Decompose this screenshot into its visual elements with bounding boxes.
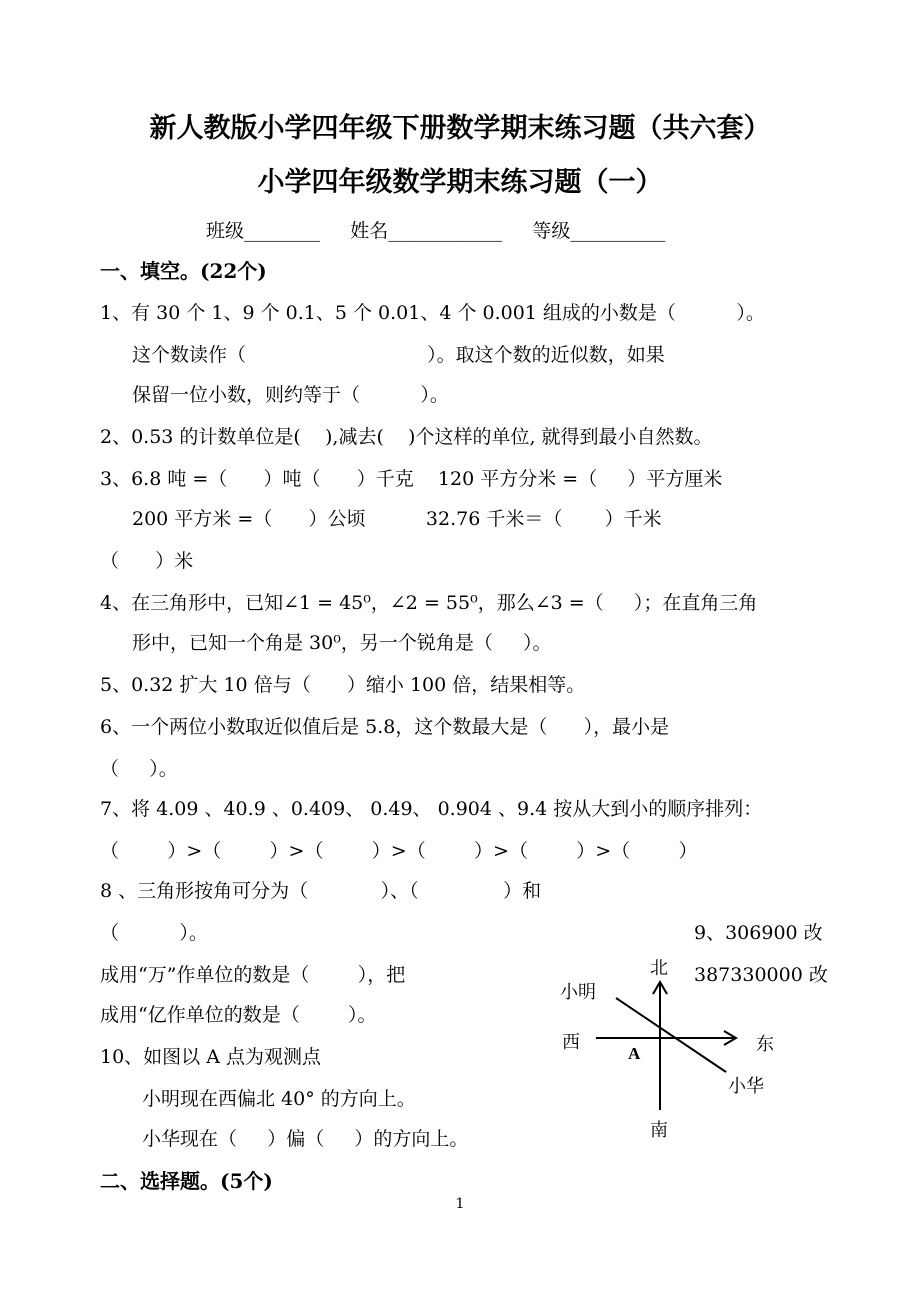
question-3-line-1: 3、6.8 吨 =（ ）吨（ ）千克 120 平方分米 =（ ）平方厘米 (100, 468, 723, 490)
question-10-line-2: 小明现在西偏北 40° 的方向上。 (142, 1088, 416, 1110)
question-2: 2、0.53 的计数单位是( ),减去( )个这样的单位, 就得到最小自然数。 (100, 426, 713, 448)
question-9-line-1: 9、306900 改 (694, 922, 823, 944)
question-1-line-2: 这个数读作（ ）。取这个数的近似数，如果 (132, 344, 665, 366)
question-6-line-2: （ ）。 (100, 758, 178, 780)
question-7-line-2: （ ）>（ ）>（ ）>（ ）>（ ）>（ ） (100, 840, 698, 862)
question-5: 5、0.32 扩大 10 倍与（ ）缩小 100 倍，结果相等。 (100, 674, 586, 696)
compass-east-label: 东 (756, 1034, 774, 1055)
main-title: 新人教版小学四年级下册数学期末练习题（共六套） (149, 113, 771, 144)
compass-north-label: 北 (650, 958, 668, 979)
question-9-line-3: 387330000 改 (694, 964, 828, 986)
section-choice-heading: 二、选择题。(5个) (100, 1169, 273, 1193)
question-9-line-2: 成用“万”作单位的数是（ ），把 (100, 964, 406, 986)
question-10-line-1: 10、如图以 A 点为观测点 (100, 1046, 321, 1068)
question-4-line-1: 4、在三角形中，已知∠1 = 45⁰，∠2 = 55⁰，那么∠3 =（ ）；在直角三角 (100, 592, 758, 614)
question-10-line-3: 小华现在（ ）偏（ ）的方向上。 (142, 1128, 469, 1150)
sub-title: 小学四年级数学期末练习题（一） (257, 167, 663, 198)
compass-west-label: 西 (562, 1032, 580, 1053)
compass-diagram (550, 950, 800, 1140)
question-7-line-1: 7、将 4.09 、40.9 、0.409、 0.49、 0.904 、9.4 按从大到小的顺序排列： (100, 798, 763, 820)
compass-point-a-label: A (628, 1044, 641, 1063)
question-6-line-1: 6、一个两位小数取近似值后是 5.8，这个数最大是（ ），最小是 (100, 716, 670, 738)
question-9-line-4: 成用“亿作单位的数是（ ）。 (100, 1004, 377, 1026)
question-3-line-2: 200 平方米 =（ ）公顷 32.76 千米＝（ ）千米 (132, 508, 662, 530)
page-number: 1 (455, 1196, 465, 1212)
question-8-line-2: （ ）。 (100, 922, 208, 944)
question-1-line-3: 保留一位小数，则约等于（ ）。 (132, 384, 449, 406)
compass-south-label: 南 (650, 1120, 668, 1141)
compass-xiaohua-label: 小华 (728, 1076, 764, 1097)
compass-xiaoming-label: 小明 (560, 982, 596, 1003)
question-3-line-3: （ ）米 (100, 550, 194, 572)
question-8-line-1: 8 、三角形按角可分为（ ）、（ ）和 (100, 880, 542, 902)
question-1-line-1: 1、有 30 个 1、9 个 0.1、5 个 0.01、4 个 0.001 组成的小数是（ ）。 (100, 302, 765, 324)
student-info-line: 班级________ 姓名____________ 等级__________ (206, 220, 666, 242)
question-4-line-2: 形中，已知一个角是 30⁰，另一个锐角是（ ）。 (132, 632, 552, 654)
section-fill-blank-heading: 一、填空。(22个) (100, 259, 267, 283)
